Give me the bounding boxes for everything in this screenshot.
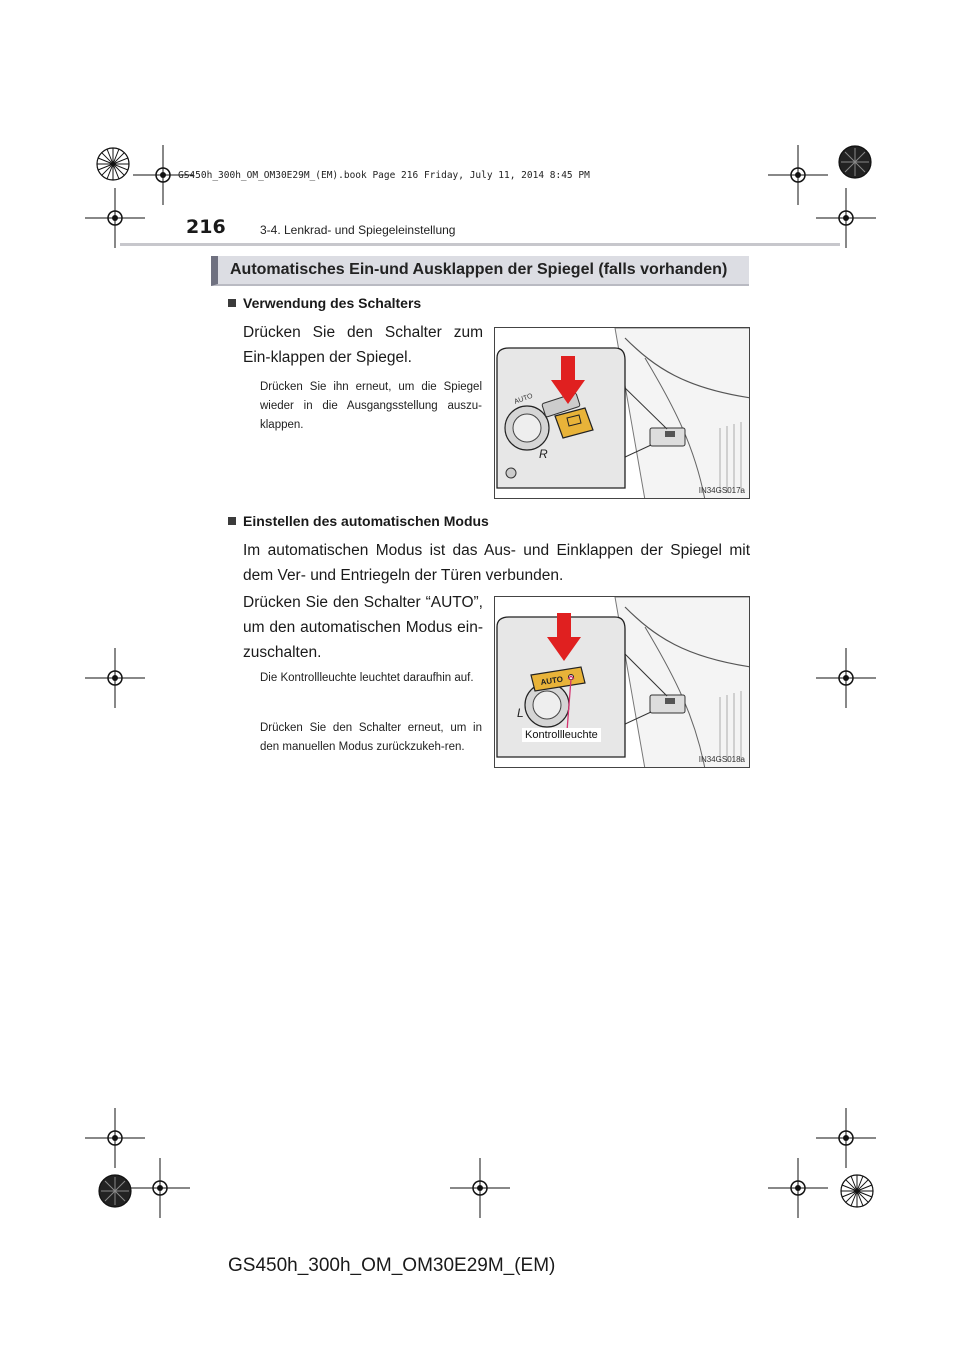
book-info-line: GS450h_300h_OM_OM30E29M_(EM).book Page 216 Friday, July 11, 2014 8:45 PM xyxy=(178,170,590,181)
crosshair-upper-right xyxy=(816,188,876,248)
note-manual-mode: Drücken Sie den Schalter erneut, um in den manuellen Modus zurückzukeh-ren. xyxy=(260,722,482,753)
note-indicator-on: Die Kontrollleuchte leuchtet daraufhin auf. xyxy=(260,672,474,684)
label-auto-small: AUTO xyxy=(513,392,534,406)
label-left-mirror: L xyxy=(517,706,524,720)
crosshair-bottom-center xyxy=(450,1158,510,1218)
subhead-text: Verwendung des Schalters xyxy=(243,295,422,311)
topic-heading xyxy=(211,256,749,286)
header-rule xyxy=(120,243,840,246)
crosshair-upper-left xyxy=(85,188,145,248)
crosshair-bottom-right xyxy=(768,1158,828,1218)
label-right-mirror: R xyxy=(539,447,548,461)
subhead-text: Einstellen des automatischen Modus xyxy=(243,513,489,529)
figure-code: IN34GS017a xyxy=(698,486,745,495)
figure-mirror-switch xyxy=(494,327,750,499)
bullet-square-icon xyxy=(228,517,236,525)
body-auto-instruction: Drücken Sie den Schalter “AUTO”, um den automatischen Modus ein-zuschalten. xyxy=(243,594,483,661)
bullet-square-icon xyxy=(228,299,236,307)
label-auto: AUTO xyxy=(539,674,564,687)
subhead-switch-usage xyxy=(228,295,421,311)
registration-mark-bottom-left xyxy=(86,1162,144,1220)
body-fold-instruction: Drücken Sie den Schalter zum Ein-klappen der Spiegel. xyxy=(243,324,483,366)
note-unfold: Drücken Sie ihn erneut, um die Spiegel wieder in die Ausgangsstellung auszu-klappen. xyxy=(260,381,482,431)
crosshair-middle-left xyxy=(85,648,145,708)
figure-code: IN34GS018a xyxy=(698,755,745,764)
crosshair-middle-right xyxy=(816,648,876,708)
callout-indicator-light: Kontrollleuchte xyxy=(522,728,601,742)
footer-manual-code: GS450h_300h_OM_OM30E29M_(EM) xyxy=(228,1255,556,1276)
topic-heading-text: Automatisches Ein-und Ausklappen der Spiegel (falls vorhanden) xyxy=(230,261,728,278)
auto-switch-illustration xyxy=(495,597,750,768)
figure-auto-switch xyxy=(494,596,750,768)
registration-mark-top-right xyxy=(826,133,884,191)
body-auto-mode-intro: Im automatischen Modus ist das Aus- und Einklappen der Spiegel mit dem Ver- und Entriegeln der Türen verbunden. xyxy=(243,542,750,584)
mirror-switch-illustration xyxy=(495,328,750,499)
section-title: 3-4. Lenkrad- und Spiegeleinstellung xyxy=(260,223,456,237)
subhead-auto-mode xyxy=(228,513,489,529)
page-number: 216 xyxy=(186,216,226,238)
registration-mark-bottom-right xyxy=(828,1162,886,1220)
